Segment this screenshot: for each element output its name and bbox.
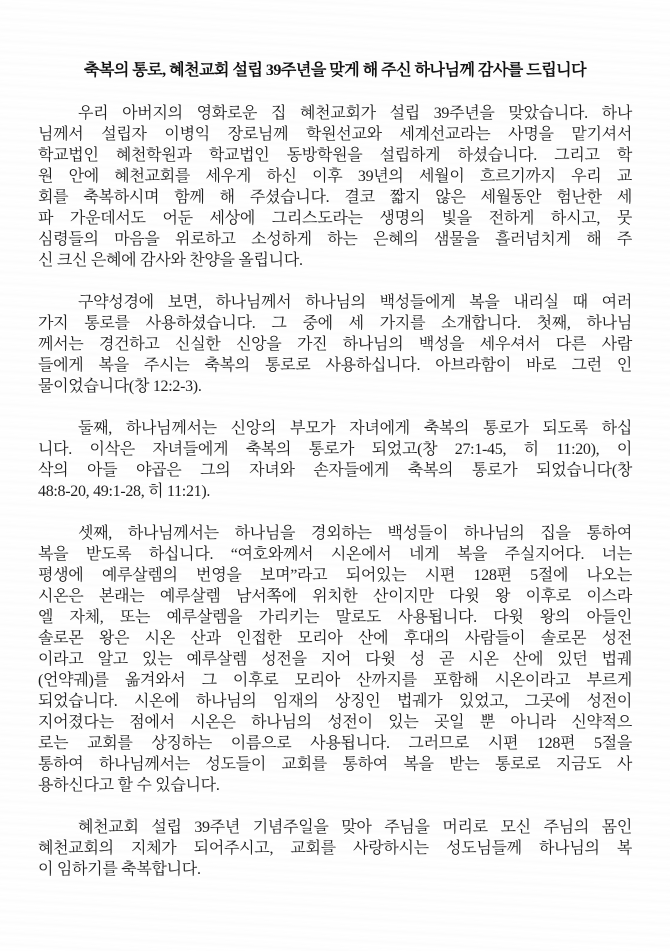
- text-line: 원 안에 혜천교회를 세우게 하신 이후 39년의 세월이 흐르기까지 우리 교: [38, 168, 632, 185]
- text-line: 48:8-20, 49:1-28, 히 11:21).: [38, 483, 211, 500]
- paragraph: [38, 418, 632, 502]
- text-line: 파 가운데서도 어둔 세상에 그리스도라는 생명의 빛을 전하게 하시고, 뭇: [38, 210, 632, 227]
- text-line: 회를 축복하시며 함께 해 주셨습니다. 결코 짧지 않은 세월동안 험난한 세: [38, 189, 632, 206]
- text-line: 지어졌다는 점에서 시온은 하나님의 성전이 있는 곳일 뿐 아니라 신약적으: [38, 714, 632, 731]
- text-line: 셋째, 하나님께서는 하나님을 경외하는 백성들이 하나님의 집을 통하여: [78, 525, 632, 542]
- text-line: 삭의 아들 야곱은 그의 자녀와 손자들에게 축복의 통로가 되었습니다(창: [38, 462, 632, 479]
- paragraph: [38, 523, 632, 796]
- text-line: 복을 받도록 하십니다. “여호와께서 시온에서 네게 복을 주실지어다. 너는: [38, 546, 632, 563]
- paragraph: [38, 292, 632, 397]
- text-line: (언약궤)를 옮겨와서 그 이후로 모리아 산까지를 포함해 시온이라고 부르게: [38, 672, 632, 689]
- text-line: 우리 아버지의 영화로운 집 혜천교회가 설립 39주년을 맞았습니다. 하나: [78, 105, 632, 122]
- text-line: 학교법인 혜천학원과 학교법인 동방학원을 설립하게 하셨습니다. 그리고 학: [38, 147, 632, 164]
- text-line: 시온은 본래는 예루살렘 남서쪽에 위치한 산이지만 다윗 왕 이후로 이스라: [38, 588, 632, 605]
- text-line: 심령들의 마음을 위로하고 소성하게 하는 은혜의 샘물을 흘러넘치게 해 주: [38, 231, 632, 248]
- text-line: 혜천교회의 지체가 되어주시고, 교회를 사랑하시는 성도님들께 하나님의 복: [38, 840, 632, 857]
- text-line: 니다. 이삭은 자녀들에게 축복의 통로가 되었고(창 27:1-45, 히 11:20), 이: [38, 441, 632, 458]
- text-line: 가지 통로를 사용하셨습니다. 그 중에 세 가지를 소개합니다. 첫째, 하나님: [38, 315, 632, 332]
- document-body: [38, 103, 632, 880]
- text-line: 평생에 예루살렘의 번영을 보며”라고 되어있는 시편 128편 5절에 나오는: [38, 567, 632, 584]
- text-line: 구약성경에 보면, 하나님께서 하나님의 백성들에게 복을 내리실 때 여러: [78, 294, 632, 311]
- text-line: 신 크신 은혜에 감사와 찬양을 올립니다.: [38, 252, 303, 269]
- text-line: 께서는 경건하고 신실한 신앙을 가진 하나님의 백성을 세우셔서 다른 사람: [38, 336, 632, 353]
- paragraph: [38, 817, 632, 880]
- document-title: 축복의 통로, 혜천교회 설립 39주년을 맞게 해 주신 하나님께 감사를 드립니다: [83, 62, 587, 79]
- text-line: 물이었습니다(창 12:2-3).: [38, 378, 202, 395]
- paragraph: [38, 103, 632, 271]
- text-line: 되었습니다. 시온에 하나님의 임재의 상징인 법궤가 있었고, 그곳에 성전이: [38, 693, 632, 710]
- text-line: 혜천교회 설립 39주년 기념주일을 맞아 주님을 머리로 모신 주님의 몸인: [78, 819, 632, 836]
- text-line: 이라고 알고 있는 예루살렘 성전을 지어 다윗 성 곧 시온 산에 있던 법궤: [38, 651, 632, 668]
- text-line: 로는 교회를 상징하는 이름으로 사용됩니다. 그러므로 시편 128편 5절을: [38, 735, 632, 752]
- text-line: 용하신다고 할 수 있습니다.: [38, 777, 220, 794]
- text-line: 들에게 복을 주시는 축복의 통로로 사용하십니다. 아브라함이 바로 그런 인: [38, 357, 632, 374]
- text-line: 님께서 설립자 이병익 장로님께 학원선교와 세계선교라는 사명을 맡기셔서: [38, 126, 632, 143]
- text-line: 둘째, 하나님께서는 신앙의 부모가 자녀에게 축복의 통로가 되도록 하십: [78, 420, 632, 437]
- text-line: 솔로몬 왕은 시온 산과 인접한 모리아 산에 후대의 사람들이 솔로몬 성전: [38, 630, 632, 647]
- text-line: 이 임하기를 축복합니다.: [38, 861, 201, 878]
- text-line: 통하여 하나님께서는 성도들이 교회를 통하여 복을 받는 통로로 지금도 사: [38, 756, 632, 773]
- text-line: 엘 자체, 또는 예루살렘을 가리키는 말로도 사용됩니다. 다윗 왕의 아들인: [38, 609, 632, 626]
